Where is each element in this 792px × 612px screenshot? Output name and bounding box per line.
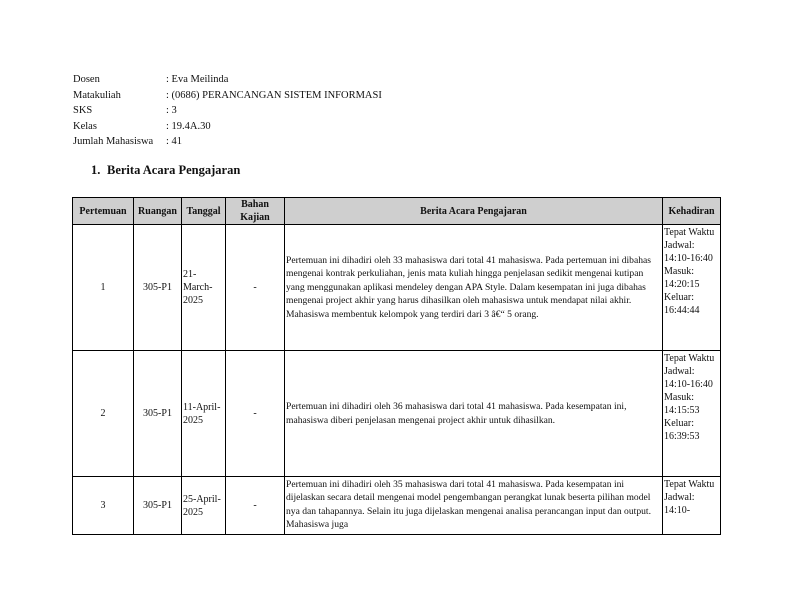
cell-bahan-kajian: - (226, 351, 285, 477)
cell-kehadiran: Tepat Waktu Jadwal: 14:10-16:40 Masuk: 14:20:15 Keluar: 16:44:44 (663, 225, 721, 351)
info-value: : 19.4A.30 (166, 120, 211, 132)
table-header-row (73, 198, 721, 225)
table-row (73, 477, 721, 535)
header-bahan-kajian: Bahan Kajian (226, 198, 285, 225)
section-heading (91, 163, 240, 178)
info-row-matakuliah (73, 88, 382, 104)
course-info-block (73, 72, 382, 150)
cell-tanggal: 21-March-2025 (182, 225, 226, 351)
cell-pertemuan: 3 (73, 477, 134, 535)
cell-tanggal: 25-April-2025 (182, 477, 226, 535)
cell-pertemuan: 2 (73, 351, 134, 477)
header-kehadiran: Kehadiran (663, 198, 721, 225)
header-ruangan: Ruangan (134, 198, 182, 225)
cell-berita-acara: Pertemuan ini dihadiri oleh 33 mahasiswa dari total 41 mahasiswa. Pada pertemuan ini dibahas mengenai kontrak perkuliahan, jenis mata kuliah hingga penjelasan sedikit mengenai kutipan yang menggunakan aplikasi mendeley dengan APA Style. Dalam kesempatan ini juga dibahas mengenai project akhir yang harus dihasilkan oleh mahasiswa untuk mendapat nilai akhir. Mahasiswa membentuk kelompok yang terdiri dari 3 â€“ 5 orang. (285, 225, 663, 351)
info-label: Matakuliah (73, 89, 121, 101)
section-title: Berita Acara Pengajaran (107, 163, 241, 177)
cell-berita-acara: Pertemuan ini dihadiri oleh 36 mahasiswa dari total 41 mahasiswa. Pada kesempatan ini, mahasiswa diberi penjelasan mengenai project akhir untuk dihasilkan. (285, 351, 663, 477)
info-label: Dosen (73, 74, 100, 85)
cell-ruangan: 305-P1 (134, 477, 182, 535)
header-pertemuan: Pertemuan (73, 198, 134, 225)
info-row-dosen (73, 72, 382, 88)
table-row (73, 225, 721, 351)
cell-ruangan: 305-P1 (134, 225, 182, 351)
info-value: : 41 (166, 136, 183, 147)
cell-kehadiran: Tepat Waktu Jadwal: 14:10- (663, 477, 721, 535)
section-number: 1. (91, 163, 101, 177)
table-row (73, 351, 721, 477)
info-row-kelas (73, 119, 382, 135)
info-label: Jumlah Mahasiswa (73, 136, 154, 147)
cell-pertemuan: 1 (73, 225, 134, 351)
berita-acara-table (72, 197, 721, 535)
info-row-jumlah-mahasiswa (73, 134, 382, 150)
cell-kehadiran: Tepat Waktu Jadwal: 14:10-16:40 Masuk: 14:15:53 Keluar: 16:39:53 (663, 351, 721, 477)
cell-bahan-kajian: - (226, 225, 285, 351)
info-row-sks (73, 103, 382, 119)
cell-tanggal: 11-April-2025 (182, 351, 226, 477)
header-tanggal: Tanggal (182, 198, 226, 225)
info-value: : (0686) PERANCANGAN SISTEM INFORMASI (166, 89, 382, 101)
info-value: : 3 (166, 105, 177, 116)
info-value: : Eva Meilinda (166, 74, 229, 85)
cell-ruangan: 305-P1 (134, 351, 182, 477)
cell-berita-acara: Pertemuan ini dihadiri oleh 35 mahasiswa dari total 41 mahasiswa. Pada kesempatan ini dijelaskan secara detail mengenai model pengembangan perangkat lunak beserta pilihan model nya dan tahapannya. Selain itu juga dijelaskan mengenai analisa perancangan input dan output. Mahasiswa juga (285, 477, 663, 535)
info-label: SKS (73, 105, 93, 116)
header-berita-acara: Berita Acara Pengajaran (285, 198, 663, 225)
info-label: Kelas (73, 120, 97, 132)
cell-bahan-kajian: - (226, 477, 285, 535)
